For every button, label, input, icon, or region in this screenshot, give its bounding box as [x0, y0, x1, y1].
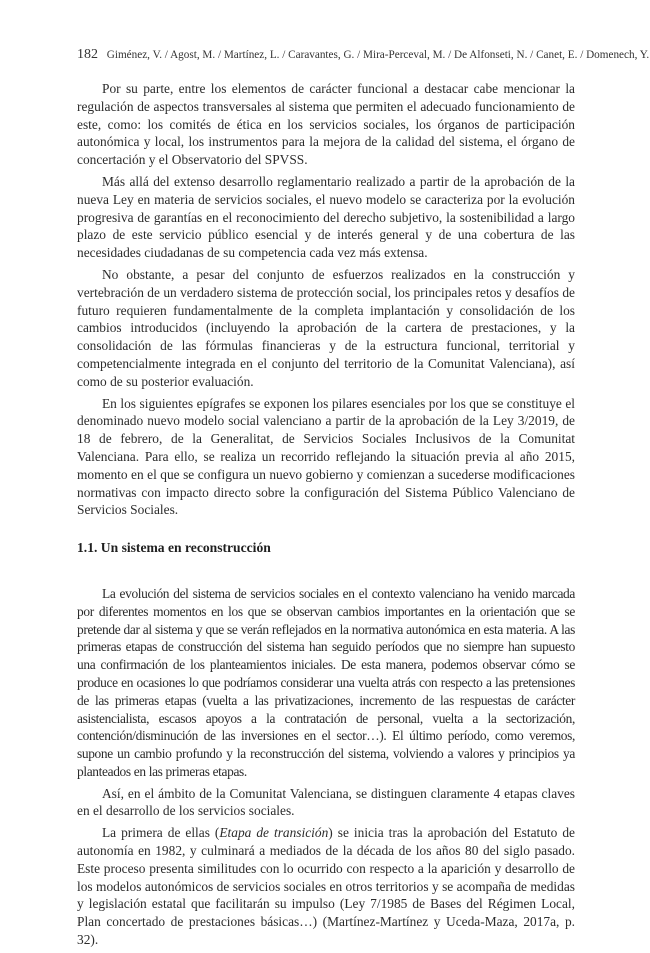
- paragraph: [77, 824, 575, 949]
- paragraph: Por su parte, entre los elementos de carácter funcional a destacar cabe mencionar la regulación de aspectos transversales al sistema que permiten el adecuado funcionamiento de este, como: los comités de ética en los servicios sociales, los órganos de participación autonómica y local, los instrumentos para la mejora de la calidad del sistema, el órgano de concertación y el Observatorio del SPVSS.: [77, 81, 575, 168]
- paragraph: En los siguientes epígrafes se exponen los pilares esenciales por los que se constituye el denominado nuevo modelo social valenciano a partir de la aprobación de la Ley 3/2019, de 18 de febrero, de la Generalitat, de Servicios Sociales Inclusivos de la Comunitat Valenciana. Para ello, se realiza un recorrido reflejando la situación previa al año 2015, momento en el que se configura un nuevo gobierno y comienzan a sucederse modificaciones normativas con impacto directo sobre la configuración del Sistema Público Valenciano de Servicios Sociales.: [77, 395, 575, 518]
- paragraph: Así, en el ámbito de la Comunitat Valenciana, se distinguen claramente 4 etapas claves en el desarrollo de los servicios sociales.: [77, 785, 575, 819]
- paragraph: Más allá del extenso desarrollo reglamentario realizado a partir de la aprobación de la nueva Ley en materia de servicios sociales, el nuevo modelo se caracteriza por la evolución progresiva de garantías en el reconocimiento del derecho subjetivo, la sostenibilidad a largo plazo de este servicio público esencial y de interés general y de una cobertura de las necesidades ciudadanas de su competencia cada vez más extensa.: [77, 173, 575, 261]
- page-number: 182: [77, 47, 98, 62]
- running-header: [77, 47, 650, 63]
- paragraph-text: ) se inicia tras la aprobación del Estatuto de autonomía en 1982, y culminará a mediados de la década de los años 80 del siglo pasado. Este proceso presenta similitudes con lo ocurrido con respecto a la aparición y desarrollo de los modelos autonómicos de servicios sociales en otros territorios y se acompaña de medidas y legislación estatal que facilitarán su impulso (Ley 7/1985 de Bases del Régimen Local, Plan concertado de prestaciones básicas…) (Martínez-Martínez y Uceda-Maza, 2017a, p. 32).: [77, 825, 575, 948]
- paragraph: La evolución del sistema de servicios sociales en el contexto valenciano ha venido marcada por diferentes momentos en los que se observan cambios importantes en la orientación que se pretende dar al sistema y que se verán reflejados en la normativa autonómica en esta materia. A las primeras etapas de construcción del sistema han seguido períodos que no siempre han supuesto una confirmación de los planteamientos iniciales. De esta manera, podemos observar cómo se produce en ocasiones lo que podríamos considerar una vuelta atrás con respecto a las pretensiones de las primeras etapas (vuelta a las privatizaciones, incremento de las respuestas de carácter asistencialista, escasos apoyos a la contratación de personal, vuelta a la sectorización, contención/disminución de las inversiones en el sector…). El último período, como veremos, supone un cambio profundo y la reconstrucción del sistema, volviendo a valores y principios ya planteados en las primeras etapas.: [77, 585, 575, 779]
- italic-term: Etapa de transición: [219, 825, 329, 841]
- section-heading: 1.1. Un sistema en reconstrucción: [77, 540, 271, 556]
- paragraph: No obstante, a pesar del conjunto de esfuerzos realizados en la construcción y vertebración de un verdadero sistema de protección social, los principales retos y desafíos de futuro requieren fundamentalmente de la completa implantación y consolidación de los cambios introducidos (incluyendo la aprobación de la cartera de prestaciones, y la consolidación de las fórmulas financieras y de la estructura funcional, territorial y competencialmente integrada en el conjunto del territorio de la Comunitat Valenciana), así como de su posterior evaluación.: [77, 266, 575, 389]
- body-text: [77, 80, 575, 953]
- paragraph-text: La primera de ellas (: [102, 825, 220, 841]
- header-authors: Giménez, V. / Agost, M. / Martínez, L. / Caravantes, G. / Mira-Perceval, M. / De Alfonseti, N. / Canet, E. / Domenech, Y.: [106, 49, 650, 61]
